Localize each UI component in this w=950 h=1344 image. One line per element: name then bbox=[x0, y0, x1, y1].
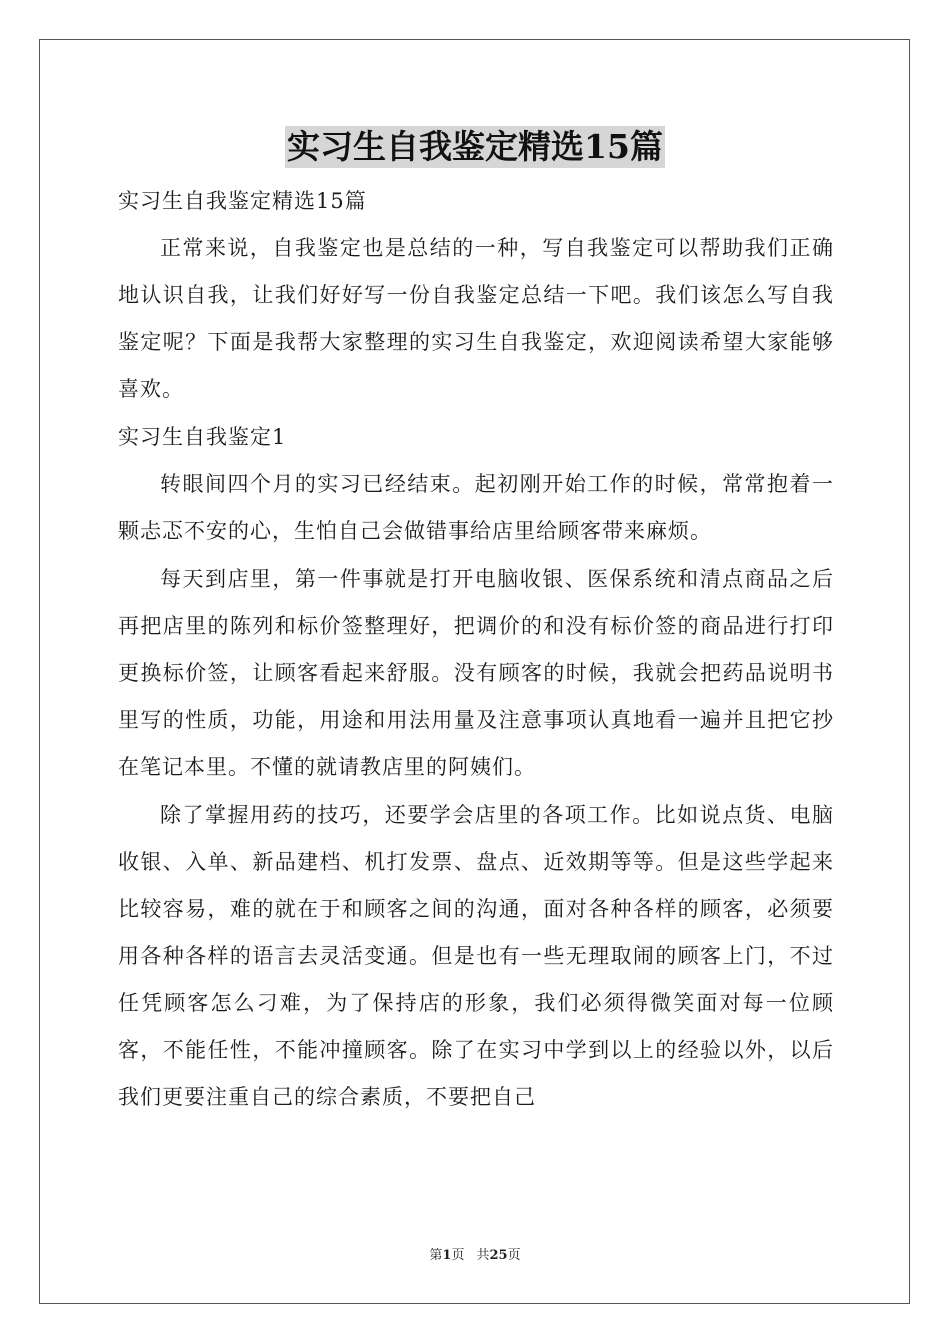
page-footer bbox=[0, 1244, 950, 1263]
document-body bbox=[118, 178, 834, 1122]
page-total: 25 bbox=[489, 1248, 508, 1263]
title-wrap bbox=[0, 126, 950, 168]
body-paragraph-3: 除了掌握用药的技巧，还要学会店里的各项工作。比如说点货、电脑收银、入单、新品建档、机打发票、盘点、近效期等等。但是这些学起来比较容易，难的就在于和顾客之间的沟通，面对各种各样的顾客，必须要用各种各样的语言去灵活变通。但是也有一些无理取闹的顾客上门，不过任凭顾客怎么刁难，为了保持店的形象，我们必须得微笑面对每一位顾客，不能任性，不能冲撞顾客。除了在实习中学到以上的经验以外，以后我们更要注重自己的综合素质，不要把自己 bbox=[118, 803, 834, 1109]
total-suffix: 页 bbox=[507, 1248, 521, 1263]
page-prefix: 第 bbox=[429, 1248, 443, 1263]
body-paragraph-1: 转眼间四个月的实习已经结束。起初刚开始工作的时候，常常抱着一颗忐忑不安的心，生怕自己会做错事给店里给顾客带来麻烦。 bbox=[118, 472, 834, 543]
page-suffix: 页 bbox=[451, 1248, 465, 1263]
intro-paragraph: 正常来说，自我鉴定也是总结的一种，写自我鉴定可以帮助我们正确地认识自我，让我们好好写一份自我鉴定总结一下吧。我们该怎么写自我鉴定呢？下面是我帮大家整理的实习生自我鉴定，欢迎阅读希望大家能够喜欢。 bbox=[118, 236, 834, 401]
body-paragraph-2: 每天到店里，第一件事就是打开电脑收银、医保系统和清点商品之后再把店里的陈列和标价签整理好，把调价的和没有标价签的商品进行打印更换标价签，让顾客看起来舒服。没有顾客的时候，我就会把药品说明书里写的性质，功能，用途和用法用量及注意事项认真地看一遍并且把它抄在笔记本里。不懂的就请教店里的阿姨们。 bbox=[118, 567, 834, 779]
total-prefix: 共 bbox=[476, 1248, 490, 1263]
document-title: 实习生自我鉴定精选15篇 bbox=[287, 127, 663, 166]
page-current: 1 bbox=[442, 1248, 452, 1263]
section-heading: 实习生自我鉴定1 bbox=[118, 425, 287, 449]
document-subtitle: 实习生自我鉴定精选15篇 bbox=[118, 189, 367, 213]
